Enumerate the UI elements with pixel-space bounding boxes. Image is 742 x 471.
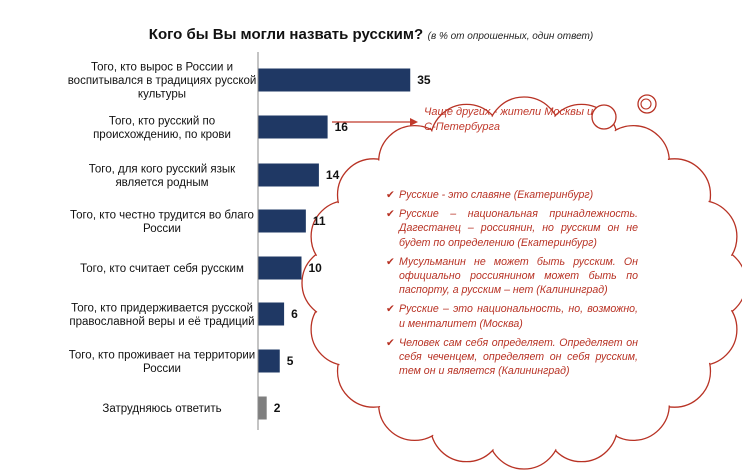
bar <box>258 116 328 139</box>
chart-title: Кого бы Вы могли назвать русским? <box>148 26 424 43</box>
bar <box>258 257 302 280</box>
bar-value-label: 2 <box>273 401 281 415</box>
quote-item <box>386 207 638 250</box>
category-label: происхождению, по крови <box>93 128 231 141</box>
category-label: культуры <box>137 88 187 101</box>
checkmark-icon: ✔ <box>386 208 395 221</box>
bar <box>258 303 284 326</box>
category-label: Того, кто считает себя русским <box>80 263 244 275</box>
bar-value-label: 10 <box>308 261 322 275</box>
quote-item <box>386 255 638 298</box>
category-label: России <box>143 362 181 375</box>
quote-text: Русские – национальная принадлежность. Дагестанец – россиянин, но русским он не будет по определению (Екатеринбург) <box>399 208 638 249</box>
chart-subtitle: (в % от опрошенных, один ответ) <box>427 31 594 42</box>
category-label: Того, кто придерживается русской <box>71 302 253 315</box>
quote-text: Человек сам себя определяет. Определяет он себя чеченцем, определяет он себя русским, тем он и является (Калининград) <box>399 336 638 378</box>
checkmark-icon: ✔ <box>386 255 395 268</box>
quote-text: Русские - это славяне (Екатеринбург) <box>399 189 594 201</box>
category-label: Того, для кого русский язык <box>88 163 236 176</box>
quote-item <box>386 302 638 330</box>
quotes-list <box>386 188 638 383</box>
bar <box>258 350 280 373</box>
quote-item <box>386 188 638 202</box>
bar-value-label: 35 <box>417 73 431 87</box>
category-label: Того, кто русский по <box>108 115 216 128</box>
bar <box>258 397 267 420</box>
category-label: России <box>143 222 181 235</box>
bar <box>258 210 306 233</box>
checkmark-icon: ✔ <box>386 189 395 201</box>
category-label: Того, кто честно трудится во благо <box>70 209 254 222</box>
quote-text: Мусульманин не может быть русским. Он официально россиянином может быть по паспорту, а русским – нет (Калининград) <box>399 255 638 297</box>
category-label: Того, кто вырос в России и <box>90 61 234 74</box>
bar-value-label: 6 <box>291 307 298 321</box>
bar-value-label: 16 <box>334 120 348 134</box>
bar <box>258 69 410 92</box>
thought-bubble-medium <box>592 105 616 129</box>
bar <box>258 164 319 187</box>
category-label: православной веры и её традиций <box>69 315 255 328</box>
category-label: является родным <box>115 176 209 189</box>
checkmark-icon: ✔ <box>386 336 395 349</box>
bar-value-label: 11 <box>312 214 326 228</box>
annotation-text: Чаще других - жители Москвы и С-Петербурга <box>424 106 594 133</box>
quote-item <box>386 336 638 379</box>
category-label: Затрудняюсь ответить <box>102 403 222 415</box>
quote-text: Русские – это национальность, но, возможно, и менталитет (Москва) <box>399 303 638 330</box>
bar-value-label: 14 <box>325 168 340 182</box>
checkmark-icon: ✔ <box>386 303 395 316</box>
category-label: воспитывался в традициях русской <box>67 75 257 87</box>
bar-value-label: 5 <box>286 354 294 368</box>
category-label: Того, кто проживает на территории <box>68 349 256 362</box>
